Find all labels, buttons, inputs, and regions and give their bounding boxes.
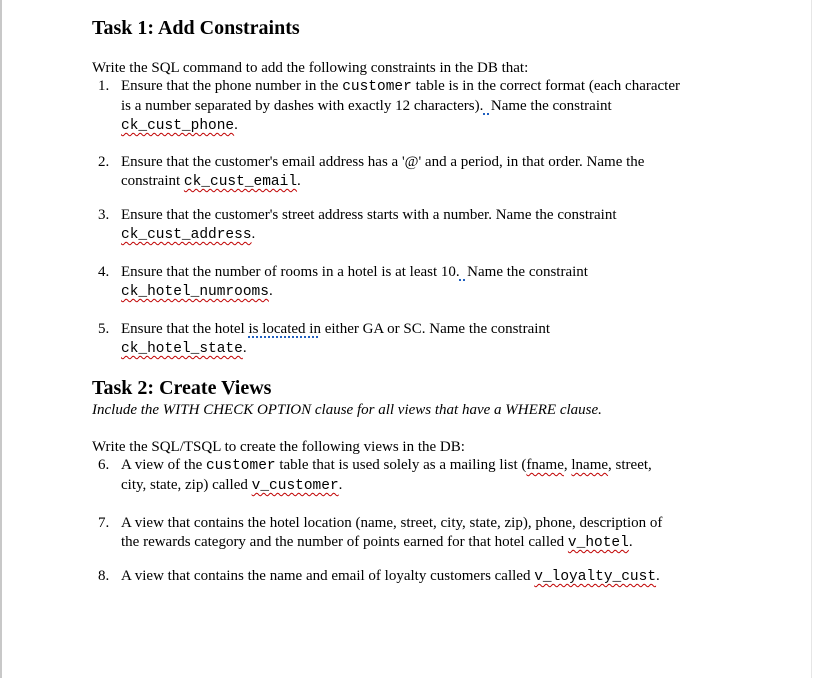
item-text: Name the constraint	[467, 264, 588, 280]
page-right-edge	[811, 0, 812, 678]
item-text: Ensure that the hotel	[121, 321, 249, 337]
item-text: either GA or SC. Name the constraint	[320, 321, 551, 337]
item-text: Ensure that the number of rooms in a hotel is at least 10.	[121, 264, 460, 280]
item-text: A view of the	[121, 457, 206, 473]
item-number: 7.	[98, 515, 110, 531]
item-text: A view that contains the name and email of loyalty customers called	[121, 568, 535, 584]
item-number: 2.	[98, 154, 110, 170]
code-customer: customer	[342, 79, 412, 95]
view-name: v_customer	[251, 478, 339, 494]
task1-heading: Task 1: Add Constraints	[92, 17, 300, 39]
grammar-mark	[483, 98, 491, 114]
page-left-edge	[0, 0, 2, 678]
grammar-flagged-phrase: is located in	[248, 321, 321, 337]
constraint-name: ck_cust_email	[183, 174, 298, 190]
item-text: ,	[563, 457, 572, 473]
constraint-name: ck_cust_address	[121, 227, 252, 243]
item-text: constraint	[121, 173, 184, 189]
view-name: v_loyalty_cust	[534, 569, 657, 585]
item-text: .	[628, 534, 633, 550]
item-text: .	[297, 173, 301, 189]
spelling-flag-fname: fname	[526, 457, 564, 473]
item-text: A view that contains the hotel location (name, street, city, state, zip), phone, description of	[121, 515, 663, 531]
item-number: 3.	[98, 207, 110, 223]
item-text: .	[656, 568, 660, 584]
item-text: is a number separated by dashes with exactly 12 characters).	[121, 98, 484, 114]
item-text: table that is used solely as a mailing list (	[275, 457, 527, 473]
constraint-name: ck_hotel_numrooms	[121, 284, 269, 300]
constraint-name: ck_hotel_state	[121, 341, 243, 357]
item-text: table is in the correct format (each character	[411, 78, 681, 94]
item-text: Ensure that the phone number in the	[121, 78, 343, 94]
item-text: city, state, zip) called	[121, 477, 252, 493]
item-number: 5.	[98, 321, 110, 337]
item-number: 4.	[98, 264, 110, 280]
item-text: , street,	[608, 457, 652, 473]
task2-intro: Write the SQL/TSQL to create the following views in the DB:	[92, 439, 465, 455]
item-text: Ensure that the customer's street address starts with a number. Name the constraint	[121, 207, 617, 223]
item-number: 8.	[98, 568, 110, 584]
constraint-name: ck_cust_phone	[121, 118, 235, 134]
item-number: 1.	[98, 78, 110, 94]
item-text: Ensure that the customer's email address has a '@' and a period, in that order. Name the	[121, 154, 645, 170]
task2-heading: Task 2: Create Views	[92, 377, 272, 399]
item-text: .	[234, 117, 238, 133]
code-customer: customer	[205, 458, 276, 474]
item-text: Name the constraint	[490, 98, 612, 114]
spelling-flag-lname: lname	[571, 457, 609, 473]
view-name: v_hotel	[567, 535, 629, 551]
item-text: .	[268, 283, 273, 299]
item-text: .	[242, 340, 247, 356]
item-text: .	[251, 226, 256, 242]
item-text: .	[338, 477, 343, 493]
item-number: 6.	[98, 457, 110, 473]
task2-subtitle: Include the WITH CHECK OPTION clause for all views that have a WHERE clause.	[92, 402, 602, 418]
task1-intro: Write the SQL command to add the following constraints in the DB that:	[92, 60, 529, 76]
item-text: the rewards category and the number of points earned for that hotel called	[121, 534, 568, 550]
